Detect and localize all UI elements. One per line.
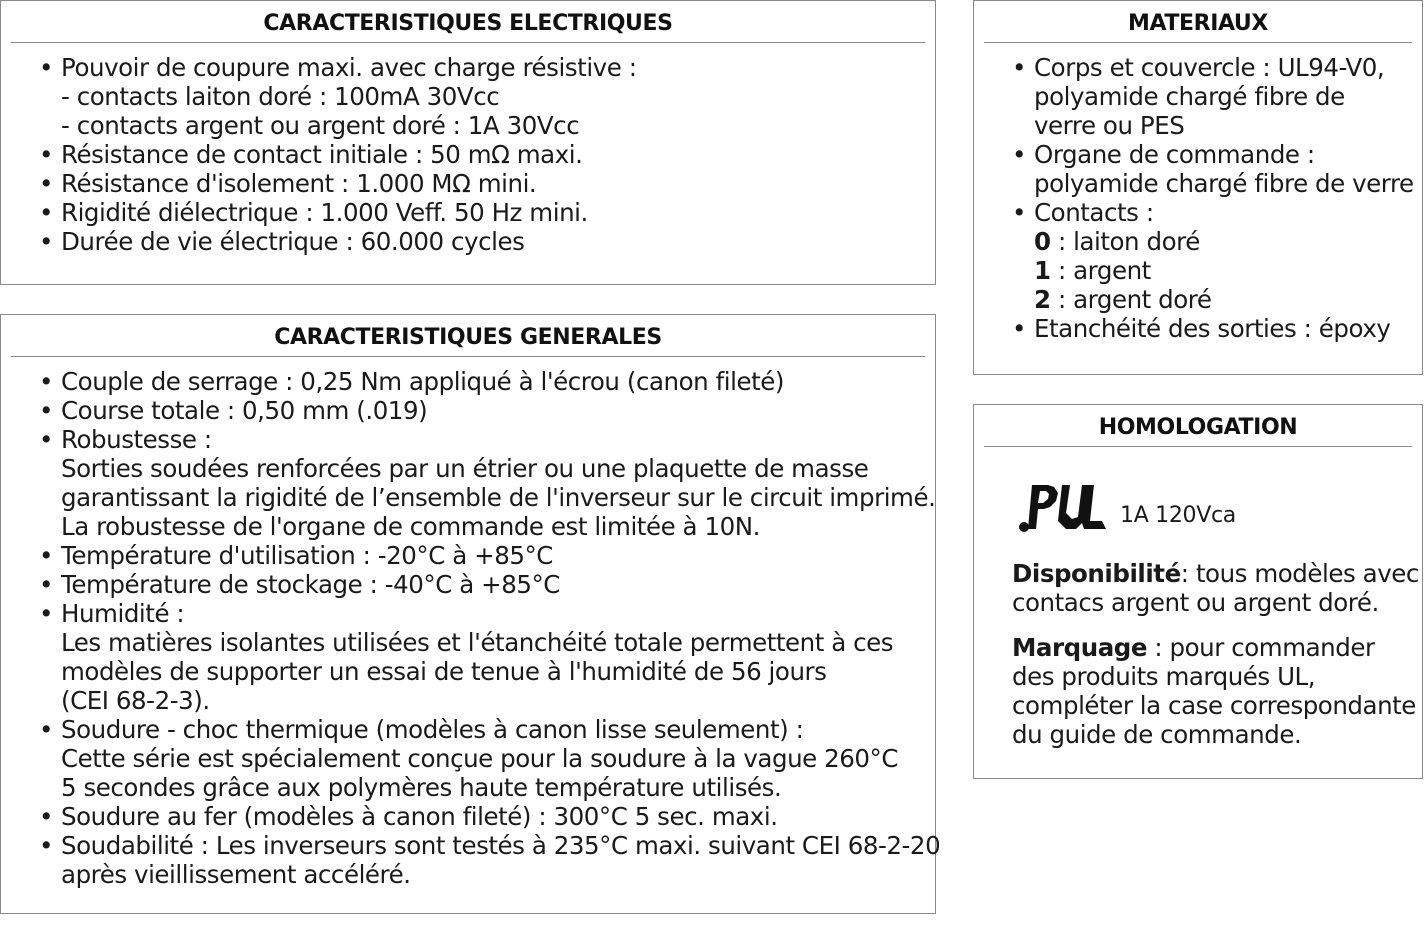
bullet: • [39,396,54,425]
bullet: • [39,227,54,256]
item-text: Etanchéité des sorties : époxy [1034,314,1391,343]
list-item [39,541,935,570]
list-item [39,169,935,198]
list-item [39,483,935,512]
item-text: modèles de supporter un essai de tenue à l'humidité de 56 jours [61,657,827,686]
item-text: Résistance de contact initiale : 50 mΩ maxi. [61,140,583,169]
list-item [39,831,941,860]
homologation-panel [973,404,1423,779]
item-text: Humidité : [61,599,185,628]
bullet: • [1012,198,1027,227]
item-text: Course totale : 0,50 mm (.019) [61,396,428,425]
item-text: Pouvoir de coupure maxi. avec charge résistive : [61,53,637,82]
list-item [1012,111,1422,140]
bullet: • [1012,314,1027,343]
list-item [39,367,935,396]
bullet: • [1012,140,1027,169]
item-text: : argent [1050,256,1151,285]
item-text: polyamide chargé fibre de [1034,82,1345,111]
availability-text: contacs argent ou argent doré. [1012,588,1379,617]
list-item [1012,285,1422,314]
availability-label: Disponibilité [1012,559,1181,588]
marking-label: Marquage [1012,633,1148,662]
contact-code: 0 [1034,227,1051,256]
list-item [1012,169,1422,198]
list-item [39,396,935,425]
list-item [39,628,935,657]
bullet: • [39,367,54,396]
list-item [39,53,935,82]
bullet: • [39,425,54,454]
list-item [39,198,935,227]
list-item [39,802,935,831]
item-text: Rigidité diélectrique : 1.000 Veff. 50 Hz mini. [61,198,588,227]
list-item [1012,256,1422,285]
item-text: Soudure au fer (modèles à canon fileté) : 300°C 5 sec. maxi. [61,802,778,831]
item-text: garantissant la rigidité de l’ensemble de l'inverseur sur le circuit imprimé. [61,483,936,512]
item-text: La robustesse de l'organe de commande est limitée à 10N. [61,512,760,541]
marking-text: du guide de commande. [1012,720,1302,749]
general-title: CARACTERISTIQUES GENERALES [11,325,925,357]
materials-panel [973,0,1423,375]
list-item [39,686,935,715]
list-item [39,425,935,454]
bullet: • [39,715,54,744]
item-text: (CEI 68-2-3). [61,686,210,715]
bullet: • [39,140,54,169]
list-item [39,773,935,802]
marking-text: compléter la case correspondante [1012,691,1416,720]
item-text: Température de stockage : -40°C à +85°C [61,570,560,599]
ul-recognized-logo-icon [1018,477,1110,535]
electrical-list [39,53,935,256]
availability-text: : tous modèles avec [1180,559,1419,588]
list-item [39,860,935,889]
bullet: • [39,599,54,628]
item-text: : laiton doré [1050,227,1200,256]
item-text: Soudure - choc thermique (modèles à canon lisse seulement) : [61,715,804,744]
bullet: • [39,198,54,227]
item-text: Organe de commande : [1034,140,1315,169]
item-text: Les matières isolantes utilisées et l'étanchéité totale permettent à ces [61,628,894,657]
homologation-title: HOMOLOGATION [984,415,1412,447]
item-text: Température d'utilisation : -20°C à +85°C [61,541,553,570]
bullet: • [39,831,54,860]
marking-text: des produits marqués UL, [1012,662,1316,691]
item-text: verre ou PES [1034,111,1185,140]
list-item [39,111,935,140]
bullet: • [39,53,54,82]
list-item [1012,140,1422,169]
list-item [39,715,935,744]
list-item [39,657,935,686]
item-text: Soudabilité : Les inverseurs sont testés à 235°C maxi. suivant CEI 68-2-20 [61,831,941,860]
list-item [39,454,935,483]
availability-paragraph [1012,559,1419,617]
list-item [39,227,935,256]
materials-title: MATERIAUX [984,11,1412,43]
item-text: Contacts : [1034,198,1154,227]
item-text: Durée de vie électrique : 60.000 cycles [61,227,525,256]
electrical-title: CARACTERISTIQUES ELECTRIQUES [11,11,925,43]
marking-text: : pour commander [1147,633,1375,662]
list-item [39,512,935,541]
list-item [39,744,935,773]
list-item [1012,314,1422,343]
bullet: • [39,802,54,831]
item-text: polyamide chargé fibre de verre [1034,169,1414,198]
list-item [39,570,935,599]
list-item [1012,53,1422,82]
contact-code: 2 [1034,285,1051,314]
item-text: - contacts argent ou argent doré : 1A 30Vcc [61,111,580,140]
list-item [1012,227,1422,256]
general-characteristics-panel [0,314,941,914]
materials-list [1012,53,1422,343]
item-text: Cette série est spécialement conçue pour la soudure à la vague 260°C [61,744,899,773]
item-text: Couple de serrage : 0,25 Nm appliqué à l'écrou (canon fileté) [61,367,784,396]
list-item [39,82,935,111]
ul-rating: 1A 120Vca [1120,503,1236,528]
item-text: Sorties soudées renforcées par un étrier ou une plaquette de masse [61,454,869,483]
bullet: • [39,541,54,570]
bullet: • [1012,53,1027,82]
item-text: après vieillissement accéléré. [61,860,411,889]
bullet: • [39,169,54,198]
item-text: - contacts laiton doré : 100mA 30Vcc [61,82,500,111]
bullet: • [39,570,54,599]
list-item [39,599,935,628]
item-text: Résistance d'isolement : 1.000 MΩ mini. [61,169,537,198]
item-text: Robustesse : [61,425,212,454]
item-text: 5 secondes grâce aux polymères haute température utilisés. [61,773,782,802]
marking-paragraph [1012,633,1416,749]
item-text: Corps et couvercle : UL94-V0, [1034,53,1385,82]
list-item [1012,82,1422,111]
general-list [39,367,941,889]
list-item [1012,198,1422,227]
contact-code: 1 [1034,256,1051,285]
electrical-characteristics-panel [0,0,936,285]
item-text: : argent doré [1050,285,1212,314]
list-item [39,140,935,169]
